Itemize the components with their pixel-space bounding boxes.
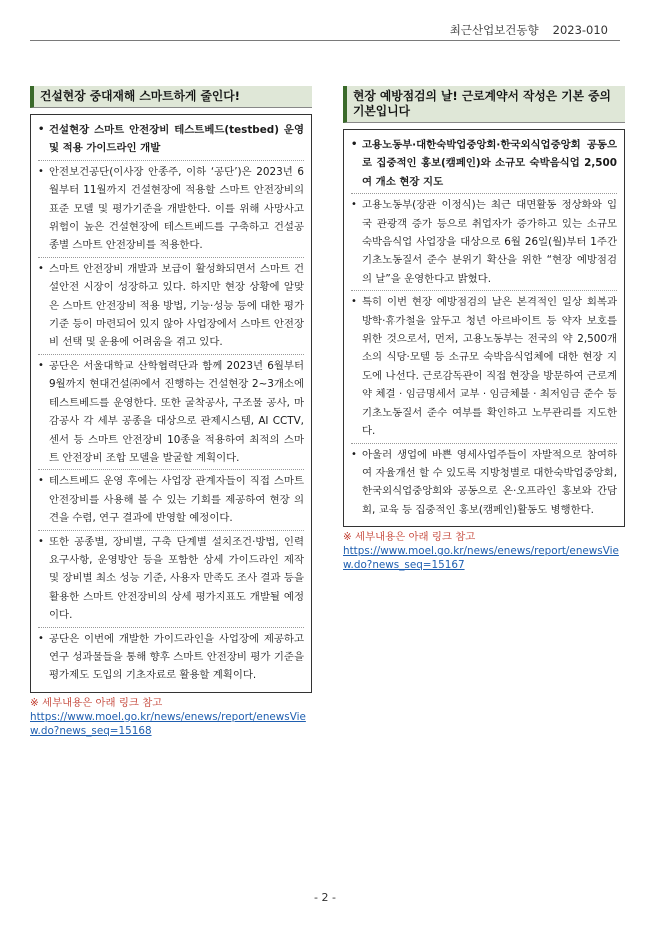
list-item: • 고용노동부·대한숙박업중앙회·한국외식업중앙회 공동으로 집중적인 홍보(캠페인)와 소규모 숙박음식업 2,500여 개소 현장 지도	[351, 134, 617, 194]
right-article-box	[343, 129, 625, 527]
right-article-link[interactable]: https://www.moel.go.kr/news/enews/report/enewsView.do?news_seq=15167	[343, 545, 619, 572]
right-article-title: 현장 예방점검의 날! 근로계약서 작성은 기본 중의 기본입니다	[343, 86, 625, 123]
right-article	[343, 86, 625, 572]
list-item: • 공단은 서울대학교 산학협력단과 함께 2023년 6월부터 9월까지 현대건설㈜에서 진행하는 건설현장 2~3개소에 테스트베드를 운영한다. 또한 굴착공사, 구조물 공사, 마감공사 각 세부 공종을 대상으로 관제시스템, AI CCTV, 센서 등 스마트 안전장비 10종을 적용하여 최적의 스마트 안전장비 조합 모델을 발굴할 계획이다.	[38, 355, 304, 470]
note-label: 세부내용은 아래 링크 참고	[42, 696, 163, 709]
page-number: - 2 -	[314, 891, 336, 904]
reference-mark-icon: ※	[343, 531, 352, 544]
list-item: • 또한 공종별, 장비별, 구축 단계별 설치조건·방법, 인력 요구사항, 운영방안 등을 포함한 상세 가이드라인 제작 및 장비별 최소 성능 기준, 사용자 만족도 조사 결과 등을 활용한 스마트 안전장비의 상세 평가지표도 개발될 예정이다.	[38, 531, 304, 628]
left-article-link[interactable]: https://www.moel.go.kr/news/enews/report/enewsView.do?news_seq=15168	[30, 710, 306, 737]
issue-number: 2023-010	[552, 23, 608, 37]
reference-mark-icon: ※	[30, 696, 39, 709]
right-article-note	[343, 530, 625, 544]
publication-name: 최근산업보건동향	[449, 23, 539, 37]
left-article-note	[30, 696, 312, 710]
list-item: • 공단은 이번에 개발한 가이드라인을 사업장에 제공하고 연구 성과물들을 통해 향후 스마트 안전장비 평가 기준을 평가제도 도입의 기초자료로 활용할 계획이다.	[38, 628, 304, 687]
left-article-box	[30, 114, 312, 693]
list-item: • 특히 이번 현장 예방점검의 날은 본격적인 일상 회복과 방학·휴가철을 앞두고 청년 아르바이트 등 약자 보호를 위한 것으로서, 먼저, 고용노동부는 전국의 약 2,500개소의 식당·모텔 등 소규모 숙박음식업체에 대한 현장 지도에 나선다. 근로감독관이 직접 현장을 방문하여 근로계약 체결 · 임금명세서 교부 · 임금체불 · 최저임금 준수 등 기초노동질서 준수 여부를 확인하고 노무관리를 지도한다.	[351, 291, 617, 443]
note-label: 세부내용은 아래 링크 참고	[355, 531, 476, 544]
list-item: • 고용노동부(장관 이정식)는 최근 대면활동 정상화와 입국 관광객 증가 등으로 취업자가 증가하고 있는 소규모 숙박음식업 사업장을 대상으로 6월 26일(월)부터 1주간 기초노동질서 준수 분위기 확산을 위한 “현장 예방점검의 날”을 운영한다고 밝혔다.	[351, 194, 617, 291]
page-header	[450, 22, 608, 38]
left-article-title: 건설현장 중대재해 스마트하게 줄인다!	[30, 86, 312, 108]
header-rule	[30, 40, 620, 41]
list-item: • 건설현장 스마트 안전장비 테스트베드(testbed) 운영 및 적용 가이드라인 개발	[38, 119, 304, 161]
list-item: • 안전보건공단(이사장 안종주, 이하 ‘공단’)은 2023년 6월부터 11월까지 건설현장에 적용할 스마트 안전장비의 표준 모델 및 평가기준을 개발한다. 이를 위해 사망사고 위험이 높은 건설현장에 테스트베드를 구축하고 건설공종별 스마트 안전장비를 적용한다.	[38, 161, 304, 258]
right-article-list	[351, 134, 617, 521]
list-item: • 테스트베드 운영 후에는 사업장 관계자들이 직접 스마트 안전장비를 사용해 볼 수 있는 기회를 제공하여 현장 의견을 수렴, 연구 결과에 반영할 예정이다.	[38, 470, 304, 530]
list-item: • 스마트 안전장비 개발과 보급이 활성화되면서 스마트 건설안전 시장이 성장하고 있다. 하지만 현장 상황에 알맞은 스마트 안전장비 적용 방법, 기능·성능 등에 대한 평가기준 등이 마련되어 있지 않아 사업장에서 스마트 안전장비 선택 및 운용에 어려움을 겪고 있다.	[38, 258, 304, 355]
left-article	[30, 86, 312, 738]
left-article-list	[38, 119, 304, 687]
list-item: • 아울러 생업에 바쁜 영세사업주들이 자발적으로 참여하여 자율개선 할 수 있도록 지방청별로 대한숙박업중앙회, 한국외식업중앙회와 공동으로 온·오프라인 홍보와 간담회, 교육 등 집중적인 홍보(캠페인)활동도 병행한다.	[351, 444, 617, 522]
